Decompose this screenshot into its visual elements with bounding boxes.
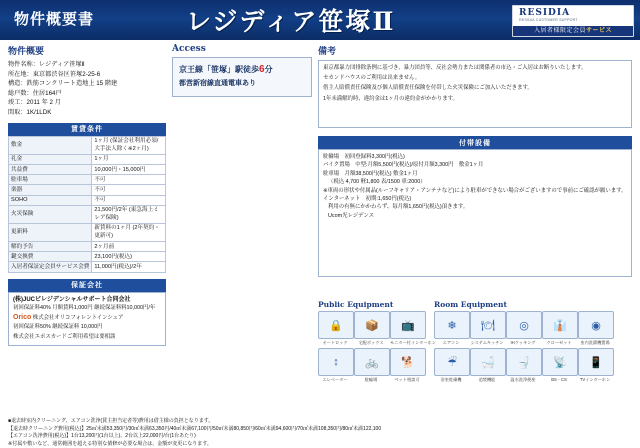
system-kitchen-icon: 🍽 [470,311,506,339]
guarantee-box [8,292,166,346]
guarantee-company-1 [13,296,161,304]
table-row [9,242,166,252]
equipment-caption: クローゼット [546,340,572,345]
reheating-bath-icon: 🛁 [470,348,506,376]
equipment-item [506,348,540,383]
monitor-intercom-icon: 📺 [390,311,426,339]
logo-band-post: サービス [586,28,613,34]
bicycle-parking-icon: 🚲 [354,348,390,376]
fee-value: 不可 [92,185,166,195]
overview-list [8,60,166,118]
public-equipment-row-2 [318,348,424,383]
equipment-caption: モニター付インターホン [390,340,436,345]
bath-dryer-icon: ☔ [434,348,470,376]
guarantee-section-title: 保証会社 [8,279,166,292]
equipment-item [578,348,612,383]
table-row [9,262,166,272]
remarks-title: 備考 [318,47,337,57]
equipment-item [318,348,352,383]
facilities-box [318,149,632,277]
equipment-caption: 追焚機能 [478,377,496,382]
equipment-item [434,348,468,383]
facility-line: 駐輪場 初回登録料3,300円(税込) [323,154,405,160]
remark-item: 東京都暴力団排除条例に基づき、暴力団員等、反社会勢力または関係者の市込・ご入居はお断りいたします。 [323,65,587,71]
closet-icon: 👔 [542,311,578,339]
equipment-caption: 浴室乾燥機 [440,377,462,382]
fee-value: 23,100円(税込) [92,252,166,262]
fee-value: 1ヶ月 [92,154,166,164]
fee-key: 楽器 [9,185,92,195]
equipment-item [578,311,612,346]
table-row [9,223,166,241]
equipment-caption: TVインターホン [579,377,611,382]
access-box [172,57,312,97]
equipment-item [390,311,436,346]
fee-key: 入居者保証定会員サービス会費 [9,262,92,272]
equipment-caption: BS・CS [551,377,567,382]
facility-line: ※車両の形状や付属品(ルーフキャリア・アンテナなど)により駐車ができない場合がございますので事前にご確認が願います。 [323,187,627,194]
building-name: レジディア笹塚Ⅱ [186,7,396,36]
public-equipment-group [318,300,436,383]
equipment-caption: IHクッキング [510,340,536,345]
logo-main-text: RESIDIA [519,8,571,18]
equipment-item [354,348,388,383]
public-equipment-row-1 [318,311,436,346]
fee-key: SOHO [9,195,92,205]
table-row [9,164,166,174]
room-equipment-row-2 [434,348,612,383]
access-station-line [179,64,273,75]
ih-cooker-icon: ◎ [506,311,542,339]
table-row [9,205,166,223]
equipment-caption: 温水洗浄便座 [510,377,536,382]
equipment-icons [318,300,632,383]
fee-key: 共益費 [9,164,92,174]
overview-title: 物件概要 [8,47,45,57]
equipment-caption: エアコン [442,340,460,345]
delivery-box-icon: 📦 [354,311,390,339]
tv-intercom-icon: 📱 [578,348,614,376]
fee-table [8,136,166,273]
footer-notes [8,418,632,448]
room-equipment-row-1 [434,311,612,346]
fee-value: 10,000円・15,000円 [92,164,166,174]
left-column [8,44,166,346]
fee-value: 11,000円(税込)/2年 [92,262,166,272]
access-title: Access [172,44,206,54]
table-row [9,252,166,262]
logo-sub-text: RESIDIA CUSTOMER SUPPORT [519,18,578,22]
facility-line: インターネット 初期:1,650円(税込) [323,196,412,203]
room-equipment-title: Room Equipment [434,300,507,309]
air-conditioner-icon: ❄ [434,311,470,339]
overview-line: 間取：1K/1LDK [8,108,52,116]
facility-line: 利用の有無にかかわらず、毎月額1,650円(税込)頂きます。 [328,204,469,211]
page-title: 物件概要書 [14,10,95,28]
fee-key: 解約予告 [9,242,92,252]
equipment-item [390,348,424,383]
facility-line: 駐車場 月額38,500円(税込) 敷金1ヶ月 [323,170,418,177]
equipment-caption: システムキッチン [470,340,504,345]
equipment-item [354,311,388,346]
equipment-item [318,311,352,346]
fee-value: 不可 [92,175,166,185]
access-subway-note: 都営新宿線直通電車あり [179,80,256,87]
pet-icon: 🐕 [390,348,426,376]
remark-item: 1年未満解約時、違約金は1ヶ月の違約金がかかります。 [323,95,458,102]
equipment-item [542,348,576,383]
orico-company-name: 株式会社オリコフォレントインシュア [32,315,124,322]
public-equipment-title: Public Equipment [318,300,394,309]
equipment-caption: オートロック [322,340,348,345]
guarantee-terms-1: 初回保証料40% 月額賃料1,000円 継続保証料料10,000円/年 [13,305,156,312]
fee-key: 礼金 [9,154,92,164]
fee-key: 敷金 [9,136,92,154]
facilities-section-title: 付帯設備 [318,136,632,149]
equipment-caption: エレベーター [322,377,348,382]
equipment-caption: 宅配ボックス [358,340,384,345]
washlet-icon: 🚽 [506,348,542,376]
equipment-item [434,311,468,346]
room-equipment-group [434,300,612,383]
fee-key: 駐車場 [9,175,92,185]
overview-line: 物件名称：レジディア笹塚Ⅱ [8,61,85,68]
access-station-pre: 京王線「笹塚」駅徒歩 [179,65,259,74]
remark-item: セカンドハウスのご利用は出来ません。 [323,75,421,82]
footer-line: ■退去時室内クリーニング、エアコン洗浄(賃主担当定者等)費用は借主様の負担となります。 [8,418,214,424]
orico-logo: Orico [13,314,32,322]
fee-section-title: 賃貸条件 [8,123,166,136]
facility-line: Ucom光レジデンス [328,212,375,219]
facility-line: バイク置場 中型:月額5,500円(税込)/原付月額3,300円 敷金1ヶ月 [323,162,484,169]
remarks-box [318,60,632,128]
overview-line: 構造：鉄筋コンクリート造地上 15 階建 [8,80,118,88]
access-station-post: 分 [264,65,273,74]
equipment-caption: 駐輪場 [364,377,378,382]
fee-value: 1ヶ月 (保証会社利用必須/大手法人除く※2ヶ月) [92,136,166,154]
bs-cs-icon: 📡 [542,348,578,376]
facility-line: （税込 4,700 軽1,800 表/1500 車:2000） [328,179,426,186]
access-column [172,44,312,97]
residia-logo [512,5,634,37]
fee-value: 不可 [92,195,166,205]
elevator-icon: ↕ [318,348,354,376]
remark-item: 借主人賠償責任保険及び個人賠償責任保険を付帯した火災保険にご加入いただきます。 [323,85,533,92]
access-walk-minutes: 6 [259,64,265,75]
footer-line: 【退去時クリーニング費用(税込)】25㎡未満53,350円/30㎡未満63,350円/40㎡未満67,100円/50㎡未満80,850円/60㎡未満94,600円/70㎡未満108,350円/80㎡未満122,100 [8,425,382,432]
equipment-item [506,311,540,346]
guarantee-company-2 [13,314,161,322]
fee-key: 更新料 [9,223,92,241]
guarantee-note: 株式会社エポスカードご利用希望は要相談 [13,334,116,341]
fee-value: 新賃料の1ヶ月 (2年契約・更新可) [92,223,166,241]
equipment-caption: ペット相談可 [394,377,420,382]
logo-band [513,26,633,36]
footer-line: ※付属や敷いなど、通常範囲を超える特別な債修が必要な場合は、金額が変更になります。 [8,440,212,447]
overview-line: 総戸数：住居164戸 [8,89,62,97]
footer-line: 【エアコン洗浄費用(税込)】1台13,200円(1台以上)、2台以上22,000円/台(1台あたり) [8,433,196,440]
right-column [318,44,632,277]
guarantee-company-name: (株)JUCビレジデンシャルサポート合同会社 [13,296,131,303]
document-header [0,0,640,40]
table-row [9,185,166,195]
equipment-item [470,348,504,383]
fee-key: 火災保険 [9,205,92,223]
overview-line: 竣工：2011 年 2 月 [8,99,61,107]
overview-line: 所在地：東京都渋谷区笹塚2-25-6 [8,70,101,78]
fee-value: 21,500円/2年 (東急海上ミレア保険) [92,205,166,223]
equipment-item [470,311,504,346]
fee-value: 2ヶ月前 [92,242,166,252]
logo-band-pre: 入居者様限定会員 [533,28,586,34]
fee-key: 鍵交換費 [9,252,92,262]
table-row [9,175,166,185]
table-row [9,154,166,164]
auto-lock-icon: 🔒 [318,311,354,339]
table-row [9,195,166,205]
washing-machine-icon: ◉ [578,311,614,339]
equipment-item [542,311,576,346]
guarantee-terms-2: 初回保証料50% 継続保証料 10,000円 [13,323,103,330]
equipment-caption: 室内洗濯機置場 [580,340,610,345]
table-row [9,136,166,154]
